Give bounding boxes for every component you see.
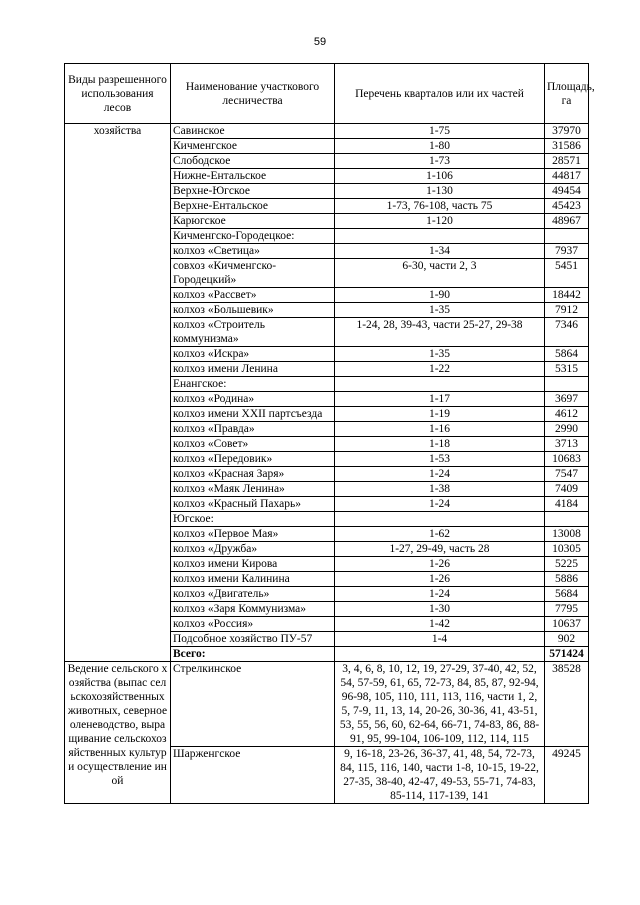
- forestry-name-cell: колхоз «Маяк Ленина»: [171, 482, 335, 497]
- quarters-cell: 1-26: [335, 572, 545, 587]
- area-cell: 7346: [545, 318, 589, 347]
- area-cell: 18442: [545, 288, 589, 303]
- forestry-name-cell: колхоз «Совет»: [171, 437, 335, 452]
- area-cell: 28571: [545, 154, 589, 169]
- quarters-cell: 1-34: [335, 244, 545, 259]
- quarters-cell: 1-27, 29-49, часть 28: [335, 542, 545, 557]
- total-label: Всего:: [171, 647, 335, 662]
- quarters-cell: 1-35: [335, 303, 545, 318]
- forestry-name-cell: колхоз «Россия»: [171, 617, 335, 632]
- quarters-cell: 1-22: [335, 362, 545, 377]
- header-use-type: Виды разрешенного использования лесов: [65, 64, 171, 124]
- forestry-name-cell: Слободское: [171, 154, 335, 169]
- quarters-cell: 1-16: [335, 422, 545, 437]
- quarters-cell: 1-42: [335, 617, 545, 632]
- area-cell: 2990: [545, 422, 589, 437]
- quarters-cell: 1-75: [335, 124, 545, 139]
- area-cell: 3713: [545, 437, 589, 452]
- quarters-cell: 1-19: [335, 407, 545, 422]
- forestry-name-cell: колхоз «Большевик»: [171, 303, 335, 318]
- quarters-cell: 1-80: [335, 139, 545, 154]
- forestry-name-cell: Савинское: [171, 124, 335, 139]
- area-cell: [545, 229, 589, 244]
- area-cell: 4612: [545, 407, 589, 422]
- table-row: [65, 124, 589, 139]
- quarters-cell: 1-24: [335, 587, 545, 602]
- area-cell: 7937: [545, 244, 589, 259]
- area-cell: 5886: [545, 572, 589, 587]
- quarters-cell: 1-90: [335, 288, 545, 303]
- page-number: 59: [313, 36, 327, 48]
- forestry-name-cell: колхоз «Первое Мая»: [171, 527, 335, 542]
- forestry-name-cell: колхоз «Красная Заря»: [171, 467, 335, 482]
- quarters-cell: 1-120: [335, 214, 545, 229]
- forestry-name-cell: колхоз «Двигатель»: [171, 587, 335, 602]
- quarters-cell: 3, 4, 6, 8, 10, 12, 19, 27-29, 37-40, 42, 52, 54, 57-59, 61, 65, 72-73, 84, 85, 87, 92-94, 96-98, 105, 110, 111, 113, 116, части 1, 2, 5, 7-9, 11, 13, 14, 20-26, 30-36, 41, 43-51, 53, 55, 56, 60, 62-64, 66-71, 74-83, 86, 88-91, 95, 99-104, 106-109, 112, 114, 115: [335, 662, 545, 747]
- quarters-cell: 1-18: [335, 437, 545, 452]
- quarters-cell: 1-24: [335, 497, 545, 512]
- quarters-cell: 1-24, 28, 39-43, части 25-27, 29-38: [335, 318, 545, 347]
- area-cell: 5315: [545, 362, 589, 377]
- area-cell: 5684: [545, 587, 589, 602]
- forestry-name-cell: колхоз «Красный Пахарь»: [171, 497, 335, 512]
- quarters-cell: 1-4: [335, 632, 545, 647]
- use-type-cell: хозяйства: [65, 124, 171, 662]
- forestry-name-cell: Стрелкинское: [171, 662, 335, 747]
- area-cell: 10683: [545, 452, 589, 467]
- area-cell: 4184: [545, 497, 589, 512]
- forestry-name-cell: колхоз имени Ленина: [171, 362, 335, 377]
- quarters-cell: 1-106: [335, 169, 545, 184]
- quarters-cell: 1-17: [335, 392, 545, 407]
- area-cell: 37970: [545, 124, 589, 139]
- quarters-cell: 9, 16-18, 23-26, 36-37, 41, 48, 54, 72-73, 84, 115, 116, 140, части 1-8, 10-15, 19-22, 27-35, 38-40, 42-47, 49-53, 55-71, 74-83, 85-114, 117-139, 141: [335, 747, 545, 804]
- area-cell: 5451: [545, 259, 589, 288]
- area-cell: 48967: [545, 214, 589, 229]
- forestry-name-cell: Енангское:: [171, 377, 335, 392]
- area-cell: [545, 512, 589, 527]
- forestry-name-cell: колхоз имени Кирова: [171, 557, 335, 572]
- area-cell: [545, 377, 589, 392]
- quarters-cell: 1-35: [335, 347, 545, 362]
- forestry-name-cell: колхоз «Строитель коммунизма»: [171, 318, 335, 347]
- quarters-cell: 1-73, 76-108, часть 75: [335, 199, 545, 214]
- forestry-name-cell: колхоз «Родина»: [171, 392, 335, 407]
- area-cell: 44817: [545, 169, 589, 184]
- area-cell: 7912: [545, 303, 589, 318]
- area-cell: 5864: [545, 347, 589, 362]
- area-cell: 7547: [545, 467, 589, 482]
- area-cell: 49454: [545, 184, 589, 199]
- forestry-name-cell: Кичменгское: [171, 139, 335, 154]
- header-forestry-name: Наименование участкового лесничества: [171, 64, 335, 124]
- area-cell: 5225: [545, 557, 589, 572]
- quarters-cell: [335, 512, 545, 527]
- total-quarters: [335, 647, 545, 662]
- quarters-cell: 1-26: [335, 557, 545, 572]
- forestry-name-cell: Кичменгско-Городецкое:: [171, 229, 335, 244]
- forestry-table: [64, 63, 595, 804]
- area-cell: 13008: [545, 527, 589, 542]
- total-area: 571424: [545, 647, 589, 662]
- header-quarters: Перечень кварталов или их частей: [335, 64, 545, 124]
- forestry-name-cell: Шарженгское: [171, 747, 335, 804]
- forestry-name-cell: Карюгское: [171, 214, 335, 229]
- forestry-name-cell: колхоз «Правда»: [171, 422, 335, 437]
- area-cell: 10305: [545, 542, 589, 557]
- area-cell: 3697: [545, 392, 589, 407]
- forestry-name-cell: совхоз «Кичменгско-Городецкий»: [171, 259, 335, 288]
- area-cell: 7795: [545, 602, 589, 617]
- forestry-name-cell: колхоз «Искра»: [171, 347, 335, 362]
- area-cell: 10637: [545, 617, 589, 632]
- quarters-cell: 1-24: [335, 467, 545, 482]
- forestry-name-cell: Нижне-Ентальское: [171, 169, 335, 184]
- header-area: Площадь, га: [545, 64, 589, 124]
- area-cell: 49245: [545, 747, 589, 804]
- area-cell: 38528: [545, 662, 589, 747]
- quarters-cell: 1-62: [335, 527, 545, 542]
- forestry-name-cell: Югское:: [171, 512, 335, 527]
- quarters-cell: 1-53: [335, 452, 545, 467]
- forestry-name-cell: колхоз «Дружба»: [171, 542, 335, 557]
- quarters-cell: 1-130: [335, 184, 545, 199]
- quarters-cell: 1-30: [335, 602, 545, 617]
- forestry-name-cell: колхоз имени Калинина: [171, 572, 335, 587]
- area-cell: 45423: [545, 199, 589, 214]
- forestry-name-cell: колхоз «Передовик»: [171, 452, 335, 467]
- forestry-name-cell: Верхне-Югское: [171, 184, 335, 199]
- forestry-name-cell: колхоз имени XXII партсъезда: [171, 407, 335, 422]
- use-type-cell: Ведение сельского хозяйства (выпас сельскохозяйственных животных, северное оленеводство, выращивание сельскохозяйственных культур и осуществление иной: [65, 662, 171, 804]
- forestry-name-cell: Подсобное хозяйство ПУ-57: [171, 632, 335, 647]
- area-cell: 31586: [545, 139, 589, 154]
- quarters-cell: 6-30, части 2, 3: [335, 259, 545, 288]
- forestry-name-cell: колхоз «Рассвет»: [171, 288, 335, 303]
- quarters-cell: [335, 229, 545, 244]
- table-row: [65, 662, 589, 747]
- area-cell: 7409: [545, 482, 589, 497]
- quarters-cell: 1-38: [335, 482, 545, 497]
- quarters-cell: 1-73: [335, 154, 545, 169]
- area-cell: 902: [545, 632, 589, 647]
- forestry-name-cell: колхоз «Заря Коммунизма»: [171, 602, 335, 617]
- forestry-name-cell: колхоз «Светица»: [171, 244, 335, 259]
- forestry-name-cell: Верхне-Ентальское: [171, 199, 335, 214]
- quarters-cell: [335, 377, 545, 392]
